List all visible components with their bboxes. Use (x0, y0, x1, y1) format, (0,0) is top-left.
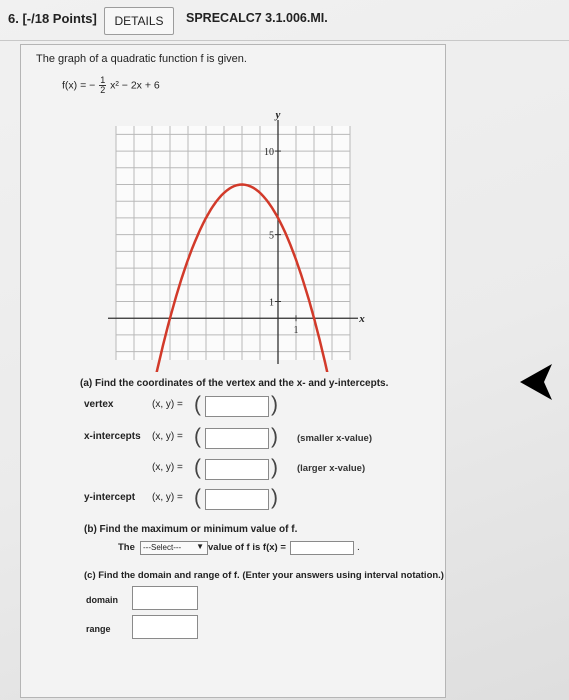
x-intercept-1-close-paren: ) (271, 425, 278, 448)
vertex-open-paren: ( (194, 393, 201, 416)
part-c-prompt: (c) Find the domain and range of f. (Enter your answers using interval notation.) (84, 570, 444, 581)
y-tick-label: 5 (269, 230, 274, 242)
y-tick-label: 10 (264, 147, 274, 159)
question-header (0, 0, 569, 41)
function-formula (62, 76, 160, 95)
y-intercept-xy-label: (x, y) = (152, 492, 183, 503)
max-min-select[interactable] (140, 541, 208, 555)
select-value: ---Select--- (143, 543, 182, 552)
x-intercept-1-open-paren: ( (194, 425, 201, 448)
x-intercept-2-open-paren: ( (194, 456, 201, 479)
chevron-down-icon: ▼ (196, 542, 204, 551)
the-label: The (118, 542, 135, 553)
fraction-denominator: 2 (100, 85, 106, 95)
max-min-value-input[interactable] (290, 541, 354, 555)
larger-x-hint: (larger x-value) (297, 463, 366, 474)
y-intercept-open-paren: ( (194, 486, 201, 509)
part-b-prompt: (b) Find the maximum or minimum value of f. (84, 524, 298, 535)
y-intercept-close-paren: ) (271, 486, 278, 509)
mouse-cursor-icon (518, 362, 554, 402)
y-tick-label: 1 (269, 297, 274, 309)
period-text: . (357, 542, 360, 553)
domain-label: domain (86, 595, 119, 605)
x-intercept-1-xy-label: (x, y) = (152, 431, 183, 442)
problem-intro: The graph of a quadratic function f is given. (36, 53, 247, 65)
domain-input[interactable] (132, 586, 198, 610)
x-intercepts-label: x-intercepts (84, 431, 141, 442)
part-a-prompt: (a) Find the coordinates of the vertex and the x- and y-intercepts. (80, 378, 389, 389)
value-text: value of f is f(x) = (208, 542, 286, 553)
y-axis-label: y (275, 110, 281, 121)
range-input[interactable] (132, 615, 198, 639)
question-code: SPRECALC7 3.1.006.MI. (186, 11, 328, 25)
range-label: range (86, 624, 111, 634)
function-graph (100, 110, 370, 372)
vertex-label: vertex (84, 399, 114, 410)
smaller-x-hint: (smaller x-value) (297, 433, 372, 444)
x-axis-label: x (359, 313, 365, 326)
x-intercept-larger-input[interactable] (205, 459, 269, 480)
vertex-close-paren: ) (271, 393, 278, 416)
formula-rhs: x² − 2x + 6 (110, 79, 160, 92)
formula-lhs: f(x) = − (62, 79, 96, 92)
vertex-xy-label: (x, y) = (152, 399, 183, 410)
vertex-input[interactable] (205, 396, 269, 417)
formula-fraction (99, 76, 106, 95)
fraction-numerator: 1 (100, 75, 106, 85)
x-intercept-smaller-input[interactable] (205, 428, 269, 449)
x-tick-label: 1 (293, 325, 299, 337)
x-intercept-2-xy-label: (x, y) = (152, 462, 183, 473)
question-number: 6. [-/18 Points] (8, 11, 97, 26)
y-intercept-label: y-intercept (84, 492, 136, 503)
details-button[interactable]: DETAILS (104, 7, 174, 35)
x-intercept-2-close-paren: ) (271, 456, 278, 479)
y-intercept-input[interactable] (205, 489, 269, 510)
